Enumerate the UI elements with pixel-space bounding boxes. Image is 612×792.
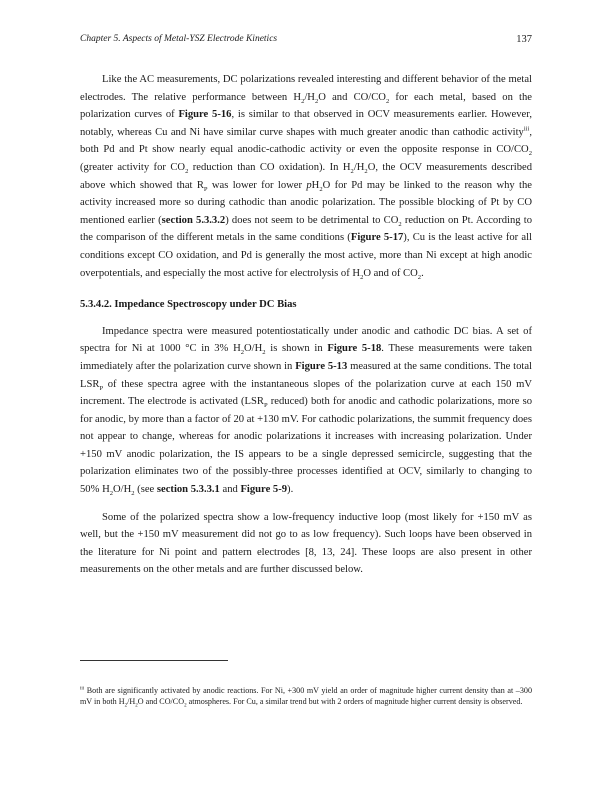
figure-ref-5-13[interactable]: Figure 5-13 xyxy=(295,360,348,372)
paragraph-impedance: Impedance spectra were measured potentiostatically under anodic and cathodic DC bias. A set of spectra for Ni at 1000 °C in 3% $H_2O/H_2$ is shown in Figure 5-18. These measurements were taken immediately after the polarization curve shown in Figure 5-13 measured at the same conditions. The total $LSR_P$ of these spectra agree with the instantaneous slopes of the polarization curve at each 150 mV increment. The electrode is activated ($LSR_P$ reduced) both for anodic and cathodic polarizations, more so for anodic, by more than a factor of 20 at +130 mV. For cathodic polarizations, the summit frequency does not appear to change, whereas for anodic polarizations it increases with increasing polarization. Under +150 mV anodic polarization, the IS appears to be a single depressed semicircle, suggesting that the polarization eliminates two of the possibly-three processes identified at OCV, similarly to changing to 50% $H_2O/H_2$ (see section 5.3.3.1 and Figure 5-9). xyxy=(80,325,533,498)
section-heading: 5.3.4.2. Impedance Spectroscopy under DC Bias xyxy=(80,299,297,311)
footnote-ref[interactable]: iii xyxy=(523,125,530,133)
section-ref-5-3-3-2[interactable]: section 5.3.3.2 xyxy=(161,214,226,226)
footnote-mark: iii xyxy=(80,686,85,692)
figure-ref-5-18[interactable]: Figure 5-18 xyxy=(327,343,382,355)
section-ref-5-3-3-1[interactable]: section 5.3.3.1 xyxy=(156,484,220,496)
figure-ref-5-16[interactable]: Figure 5-16 xyxy=(178,109,232,121)
paragraph-dc-polarization: Like the AC measurements, DC polarizations revealed interesting and different behavior of the metal electrodes. The relative performance between $H_2/H_2O$ and $CO/CO_2$ for each metal, based on the polarization curves of Figure 5-16, is similar to that observed in OCV measurements earlier. However, notably, whereas Cu and Ni have similar curve shapes with much greater anodic than cathodic activity$^{iii}$, both Pd and Pt show nearly equal anodic-cathodic activity or even the opposite response in $CO/CO_2$ (greater activity for $CO_2$ reduction than CO oxidation). In $H_2/H_2O$, the OCV measurements described above which showed that $R_P$ was lower for lower $pH_2O$ for Pd may be linked to the reason why the activity increased more so during cathodic than anodic polarization. The possible blocking of Pt by CO mentioned earlier (section 5.3.3.2) does not seem to be detrimental to $CO_2$ reduction on Pt. According to the comparison of the different metals in the same conditions (Figure 5-17), Cu is the least active for all conditions except CO oxidation, and Pd is generally the most active, more than Ni except at high anodic overpotentials, and especially the most active for electrolysis of $H_2O$ and of $CO_2$. xyxy=(80,74,533,281)
page-number: 137 xyxy=(516,34,532,45)
body-text xyxy=(80,71,532,589)
figure-ref-5-9[interactable]: Figure 5-9 xyxy=(240,484,288,496)
paragraph-inductive-loop: Some of the polarized spectra show a low-frequency inductive loop (most likely for +150 mV as well, but the +150 mV measurement did not go to as low frequency). Such loops have been observed in the literature for Ni point and pattern electrodes [8, 13, 24]. These loops are also present in other measurements on the other metals and are further discussed below. xyxy=(80,511,532,576)
running-title: Chapter 5. Aspects of Metal-YSZ Electrode Kinetics xyxy=(80,34,278,44)
figure-ref-5-17[interactable]: Figure 5-17 xyxy=(350,232,404,244)
footnote-separator xyxy=(80,660,228,661)
page-header xyxy=(80,34,532,50)
footnote: $^{iii}$ Both are significantly activated by anodic reactions. For Ni, +300 mV yield an order of magnitude higher current density than at –300 mV in both $H_2/H_2O$ and $CO/CO_2$ atmospheres. For Cu, a similar trend but with 2 orders of magnitude higher current density is observed. xyxy=(80,686,532,709)
